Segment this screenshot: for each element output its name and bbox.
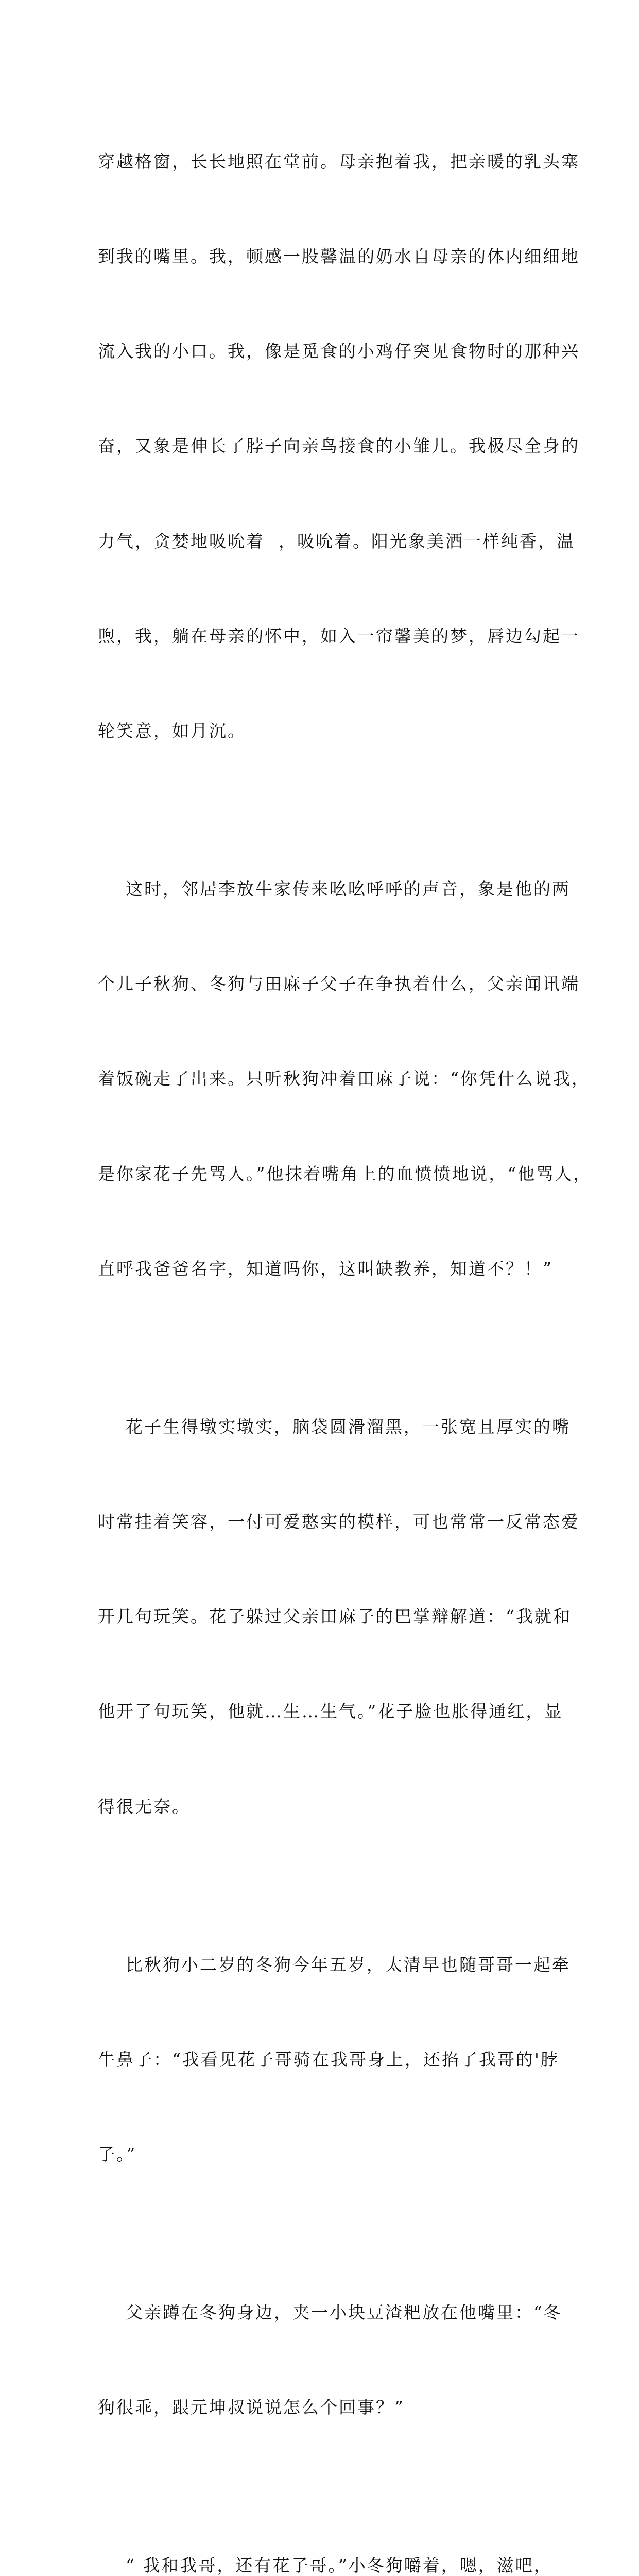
paragraph-1	[98, 82, 580, 810]
text-line: 轮笑意，如月沉。	[98, 721, 246, 741]
text-line: 父亲蹲在冬狗身边，夹一小块豆渣粑放在他嘴里：“冬	[98, 2302, 562, 2323]
text-line: 个儿子秋狗、冬狗与田麻子父子在争执着什么，父亲闻讯端	[98, 974, 580, 994]
paragraph-2	[98, 810, 592, 1348]
text-line: 这时，邻居李放牛家传来吆吆呼呼的声音，象是他的两	[98, 879, 571, 900]
text-line: 奋，又象是伸长了脖子向亲鸟接食的小雏儿。我极尽全身的	[98, 436, 580, 456]
paragraph-4	[98, 1886, 571, 2233]
text-line: 穿越格窗，长长地照在堂前。母亲抱着我，把亲暖的乳头塞	[98, 151, 580, 172]
paragraph-3	[98, 1348, 580, 1886]
body-text	[98, 82, 592, 2576]
text-line: 流入我的小口。我，像是觅食的小鸡仔突见食物时的那种兴	[98, 341, 580, 362]
text-line: 牛鼻子：“我看见花子哥骑在我哥身上，还掐了我哥的'脖	[98, 2049, 559, 2070]
text-line: 他开了句玩笑，他就…生…生气。”花子脸也胀得通红，显	[98, 1701, 563, 1722]
text-line: 得很无奈。	[98, 1796, 191, 1817]
text-line: 开几句玩笑。花子躲过父亲田麻子的巴掌辩解道：“我就和	[98, 1606, 572, 1627]
paragraph-6	[98, 2487, 551, 2576]
text-line: 时常挂着笑容，一付可爱憨实的模样，可也常常一反常态爱	[98, 1512, 580, 1532]
text-line: 到我的嘴里。我，顿感一股馨温的奶水自母亲的体内细细地	[98, 246, 580, 267]
text-line: 子。”	[98, 2144, 137, 2165]
text-line: 力气，贪婪地吸吮着 ，吸吮着。阳光象美酒一样纯香，温	[98, 531, 575, 551]
text-line: 狗很乖，跟元坤叔说说怎么个回事？”	[98, 2397, 405, 2418]
text-line: 煦，我，躺在母亲的怀中，如入一帘馨美的梦，唇边勾起一	[98, 625, 580, 646]
text-line: 是你家花子先骂人。”他抹着嘴角上的血愤愤地说，“他骂人，	[98, 1163, 592, 1184]
text-line: 着饭碗走了出来。只听秋狗冲着田麻子说：“你凭什么说我，	[98, 1069, 590, 1089]
text-line: “ 我和我哥，还有花子哥。”小冬狗嚼着，嗯，滋吧，	[98, 2555, 552, 2576]
text-line: 直呼我爸爸名字，知道吗你，这叫缺教养，知道不？！”	[98, 1258, 553, 1279]
text-line: 比秋狗小二岁的冬狗今年五岁，太清早也随哥哥一起牵	[98, 1954, 571, 1975]
text-line: 花子生得墩实墩实，脑袋圆滑溜黑，一张宽且厚实的嘴	[98, 1416, 571, 1437]
paragraph-5	[98, 2233, 562, 2486]
